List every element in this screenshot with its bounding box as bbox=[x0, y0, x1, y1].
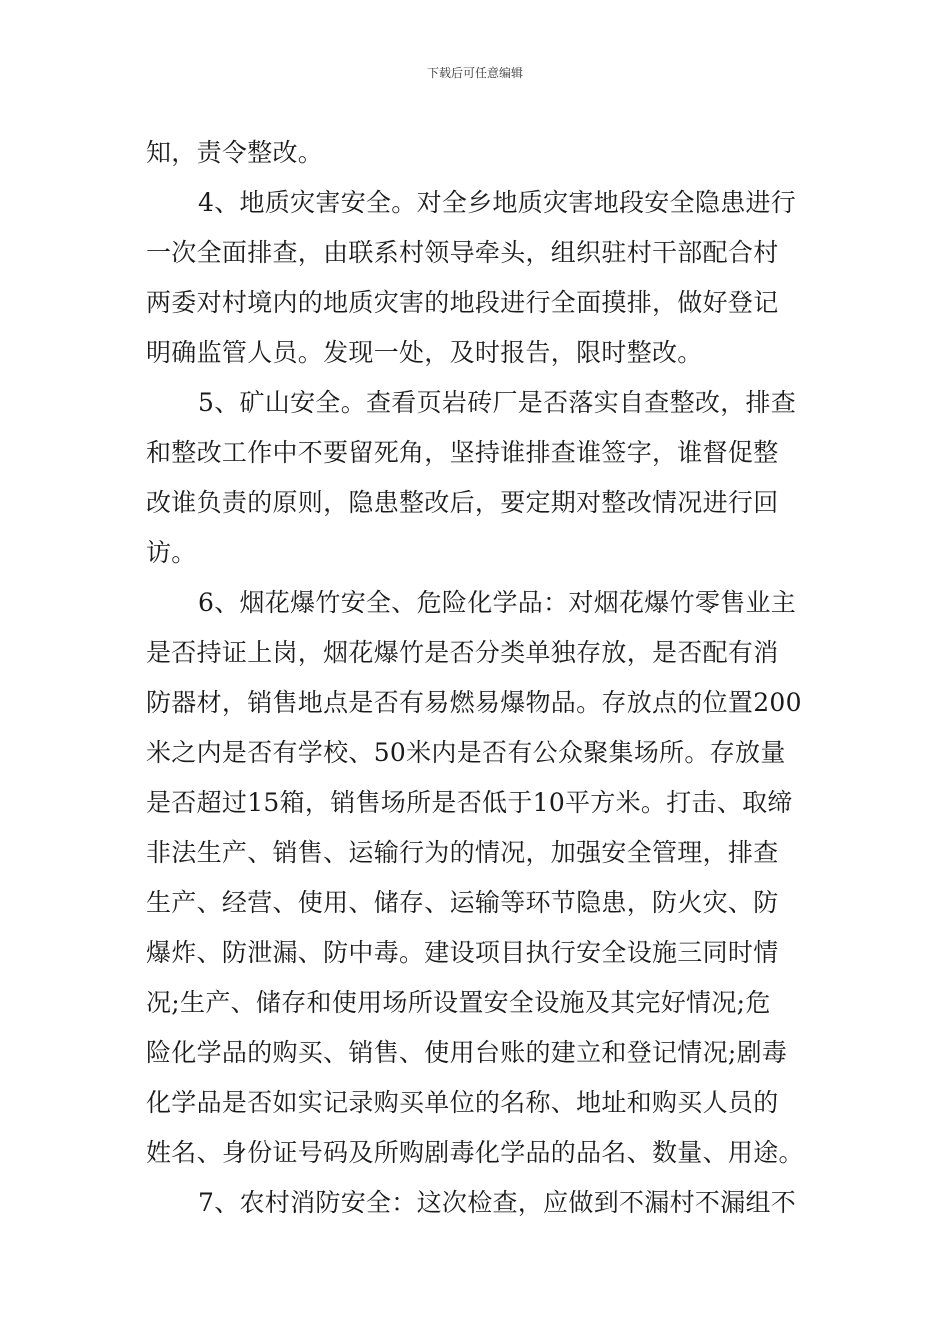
text-line: 米之内是否有学校、50米内是否有公众聚集场所。存放量 bbox=[146, 738, 786, 767]
text-line: 两委对村境内的地质灾害的地段进行全面摸排，做好登记 bbox=[146, 288, 779, 317]
text-line: 防器材，销售地点是否有易燃易爆物品。存放点的位置200 bbox=[146, 688, 802, 717]
text-line: 是否超过15箱，销售场所是否低于10平方米。打击、取缔 bbox=[146, 788, 793, 817]
text-line: 明确监管人员。发现一处，及时报告，限时整改。 bbox=[146, 338, 703, 367]
paragraph-start-line: 7、农村消防安全：这次检查，应做到不漏村不漏组不 bbox=[198, 1188, 797, 1217]
paragraph-start-line: 6、烟花爆竹安全、危险化学品：对烟花爆竹零售业主 bbox=[198, 588, 797, 617]
text-line: 是否持证上岗，烟花爆竹是否分类单独存放，是否配有消 bbox=[146, 638, 779, 667]
paragraph-start-line: 5、矿山安全。查看页岩砖厂是否落实自查整改，排查 bbox=[198, 388, 797, 417]
document-body bbox=[146, 128, 806, 1228]
text-line: 化学品是否如实记录购买单位的名称、地址和购买人员的 bbox=[146, 1088, 779, 1117]
text-line: 况;生产、储存和使用场所设置安全设施及其完好情况;危 bbox=[146, 988, 771, 1017]
text-line: 非法生产、销售、运输行为的情况，加强安全管理，排查 bbox=[146, 838, 779, 867]
text-line: 一次全面排查，由联系村领导牵头，组织驻村干部配合村 bbox=[146, 238, 779, 267]
text-line: 知，责令整改。 bbox=[146, 138, 324, 167]
text-line: 姓名、身份证号码及所购剧毒化学品的品名、数量、用途。 bbox=[146, 1138, 804, 1167]
text-line: 和整改工作中不要留死角，坚持谁排查谁签字，谁督促整 bbox=[146, 438, 779, 467]
text-line: 访。 bbox=[146, 538, 197, 567]
paragraph-start-line: 4、地质灾害安全。对全乡地质灾害地段安全隐患进行 bbox=[198, 188, 797, 217]
page-header-note: 下载后可任意编辑 bbox=[426, 66, 523, 80]
text-line: 改谁负责的原则，隐患整改后，要定期对整改情况进行回 bbox=[146, 488, 779, 517]
text-line: 生产、经营、使用、储存、运输等环节隐患，防火灾、防 bbox=[146, 888, 779, 917]
text-line: 险化学品的购买、销售、使用台账的建立和登记情况;剧毒 bbox=[146, 1038, 788, 1067]
text-line: 爆炸、防泄漏、防中毒。建设项目执行安全设施三同时情 bbox=[146, 938, 779, 967]
